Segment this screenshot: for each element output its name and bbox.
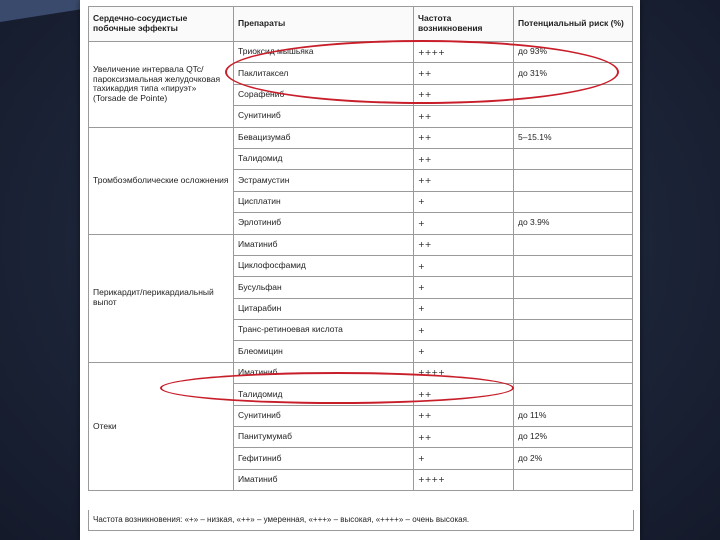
drug-cell: Бевацизумаб <box>234 127 414 148</box>
header-effect: Сердечно-сосудистые побочные эффекты <box>89 7 234 42</box>
table-row <box>89 127 633 148</box>
risk-cell <box>514 255 633 276</box>
table-body <box>89 42 633 491</box>
risk-cell: до 12% <box>514 427 633 448</box>
drug-cell: Цитарабин <box>234 298 414 319</box>
drug-cell: Цисплатин <box>234 191 414 212</box>
risk-cell <box>514 277 633 298</box>
frequency-cell: ++ <box>414 405 514 426</box>
risk-cell: до 31% <box>514 63 633 84</box>
risk-cell <box>514 298 633 319</box>
drug-cell: Панитумумаб <box>234 427 414 448</box>
frequency-cell: ++ <box>414 384 514 405</box>
frequency-cell: + <box>414 448 514 469</box>
frequency-cell: ++ <box>414 234 514 255</box>
drug-cell: Бусульфан <box>234 277 414 298</box>
drug-cell: Сорафениб <box>234 84 414 105</box>
header-drug: Препараты <box>234 7 414 42</box>
frequency-cell: ++ <box>414 427 514 448</box>
effect-cell: Отеки <box>89 362 234 490</box>
frequency-cell: + <box>414 341 514 362</box>
table-row <box>89 234 633 255</box>
risk-cell: до 3.9% <box>514 213 633 234</box>
drug-cell: Сунитиниб <box>234 106 414 127</box>
table-header-row <box>89 7 633 42</box>
drug-cell: Эстрамустин <box>234 170 414 191</box>
risk-cell: до 2% <box>514 448 633 469</box>
frequency-cell: ++ <box>414 148 514 169</box>
header-risk: Потенциальный риск (%) <box>514 7 633 42</box>
frequency-cell: + <box>414 298 514 319</box>
drug-cell: Сунитиниб <box>234 405 414 426</box>
risk-cell <box>514 384 633 405</box>
risk-cell: до 93% <box>514 42 633 63</box>
risk-cell <box>514 341 633 362</box>
drug-cell: Блеомицин <box>234 341 414 362</box>
effect-cell: Увеличение интервала QTc/пароксизмальная желудочковая тахикардия типа «пируэт» (Torsade de Pointe) <box>89 42 234 128</box>
risk-cell <box>514 234 633 255</box>
risk-cell <box>514 170 633 191</box>
drug-cell: Иматиниб <box>234 362 414 383</box>
frequency-cell: + <box>414 255 514 276</box>
frequency-cell: ++++ <box>414 362 514 383</box>
frequency-cell: + <box>414 191 514 212</box>
risk-cell <box>514 148 633 169</box>
frequency-cell: + <box>414 277 514 298</box>
drug-cell: Талидомид <box>234 384 414 405</box>
drug-cell: Гефитиниб <box>234 448 414 469</box>
drug-cell: Циклофосфамид <box>234 255 414 276</box>
drug-cell: Эрлотиниб <box>234 213 414 234</box>
slide-content <box>80 0 640 540</box>
frequency-cell: ++++ <box>414 469 514 490</box>
effect-cell: Перикардит/перикардиальный выпот <box>89 234 234 362</box>
drug-cell: Паклитаксел <box>234 63 414 84</box>
risk-cell <box>514 320 633 341</box>
frequency-cell: ++ <box>414 63 514 84</box>
drug-cell: Транс-ретиноевая кислота <box>234 320 414 341</box>
drug-cell: Триоксид мышьяка <box>234 42 414 63</box>
drug-cell: Иматиниб <box>234 234 414 255</box>
frequency-cell: ++ <box>414 170 514 191</box>
table-footnote: Частота возникновения: «+» – низкая, «++» – умеренная, «+++» – высокая, «++++» – очень высокая. <box>88 510 634 531</box>
risk-cell <box>514 362 633 383</box>
highlight-ellipse-arsenic <box>225 40 619 104</box>
risk-cell: 5–15.1% <box>514 127 633 148</box>
effect-cell: Тромбоэмболические осложнения <box>89 127 234 234</box>
risk-cell <box>514 191 633 212</box>
risk-cell <box>514 469 633 490</box>
frequency-cell: ++ <box>414 84 514 105</box>
frequency-cell: ++ <box>414 106 514 127</box>
frequency-cell: + <box>414 320 514 341</box>
highlight-ellipse-imatinib <box>160 372 514 404</box>
drug-cell: Талидомид <box>234 148 414 169</box>
drug-cell: Иматиниб <box>234 469 414 490</box>
frequency-cell: ++ <box>414 127 514 148</box>
header-frequency: Частота возникновения <box>414 7 514 42</box>
risk-cell <box>514 106 633 127</box>
frequency-cell: + <box>414 213 514 234</box>
frequency-cell: ++++ <box>414 42 514 63</box>
risk-cell: до 11% <box>514 405 633 426</box>
